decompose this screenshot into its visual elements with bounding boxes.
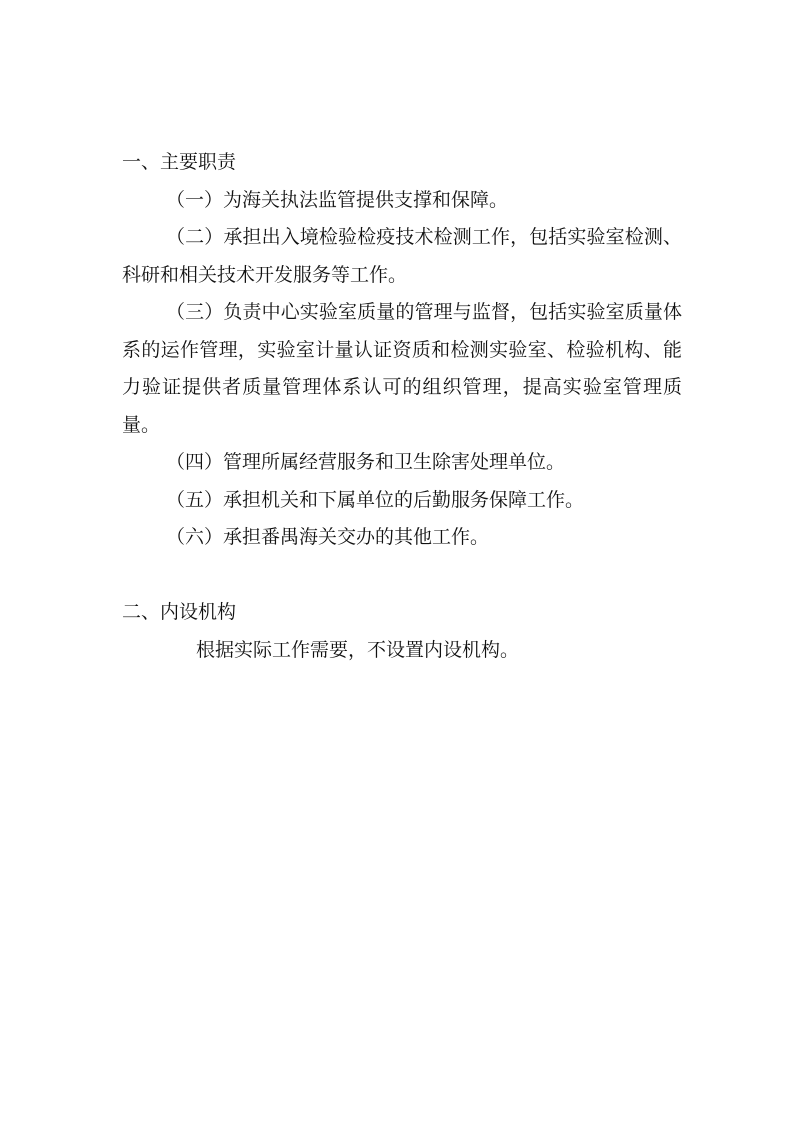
duty-item-4: （四）管理所属经营服务和卫生除害处理单位。 (166, 451, 566, 473)
duty-item-1: （一）为海关执法监管提供支撑和保障。 (166, 188, 509, 211)
section-spacer (122, 557, 682, 595)
document-body (122, 144, 682, 669)
duty-item-3: （三）负责中心实验室质量的管理与监督，包括实验室质量体系的运作管理，实验室计量认证资质和检测实验室、检验机构、能力验证提供者质量管理体系认可的组织管理，提高实验室管理质量。 (122, 301, 682, 436)
duty-item-2: （二）承担出入境检验检疫技术检测工作，包括实验室检测、科研和相关技术开发服务等工作。 (122, 226, 682, 286)
duty-item-5: （五）承担机关和下属单位的后勤服务保障工作。 (166, 488, 585, 511)
section-heading-internal-structure: 二、内设机构 (122, 601, 237, 623)
section-heading-main-duties: 一、主要职责 (122, 151, 237, 173)
duty-item-6: （六）承担番禺海关交办的其他工作。 (166, 526, 490, 548)
internal-structure-text: 根据实际工作需要，不设置内设机构。 (196, 638, 520, 661)
